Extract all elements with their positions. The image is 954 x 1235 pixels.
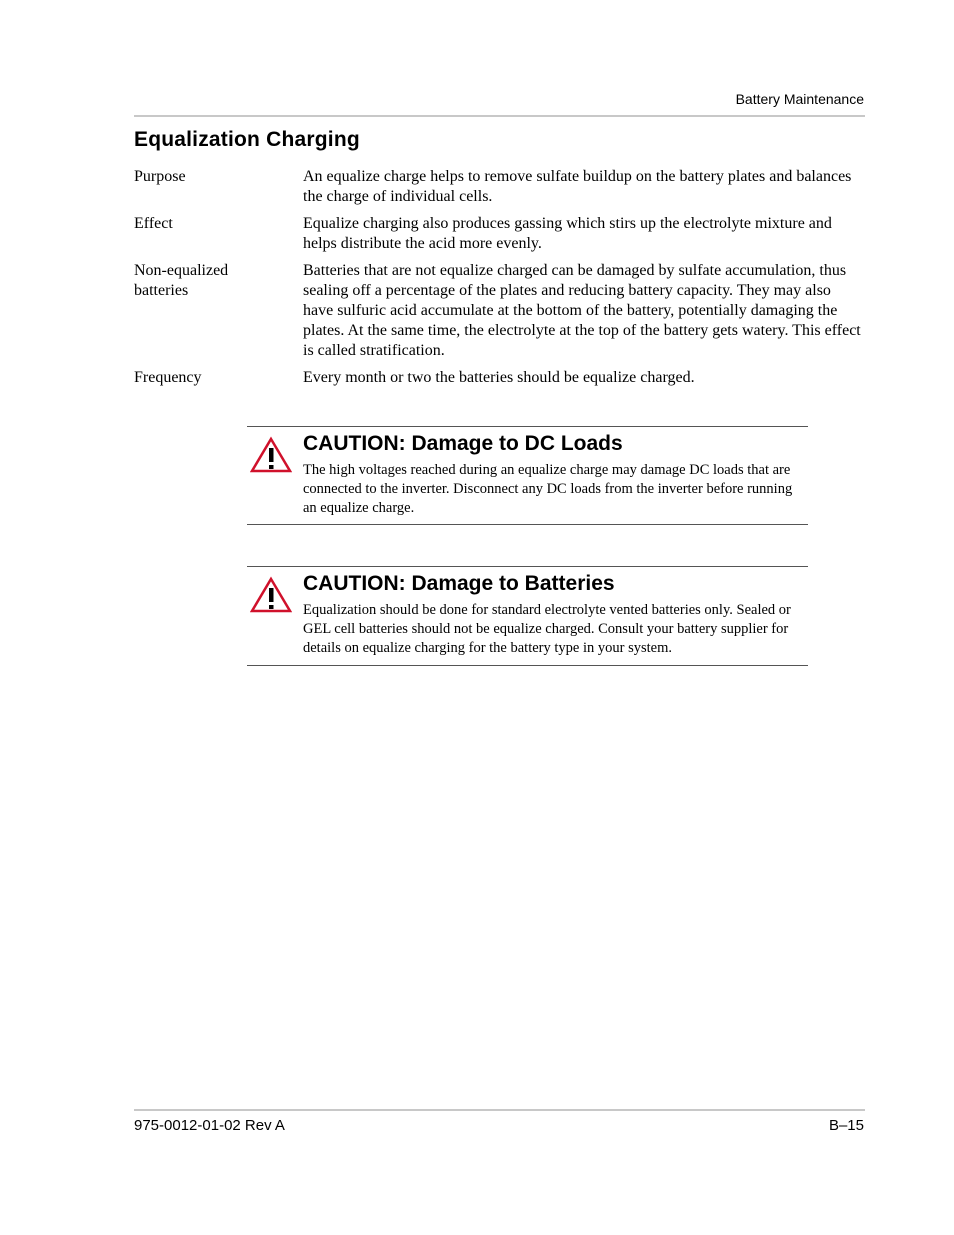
document-number: 975-0012-01-02 Rev A [134,1117,285,1134]
warning-triangle-icon [250,436,292,474]
definition-text: Equalize charging also produces gassing which stirs up the electrolyte mixture and helps distribute the acid more evenly. [303,215,832,252]
definition-term: Purpose [134,168,186,185]
definition-row-frequency [134,368,865,388]
caution-box-dc-loads [247,426,808,525]
warning-triangle-icon [250,576,292,614]
definition-row-non-equalized [134,261,865,361]
definition-text: An equalize charge helps to remove sulfate buildup on the battery plates and balances the charge of individual cells. [303,168,852,205]
definition-row-purpose [134,167,865,207]
caution-title: CAUTION: Damage to Batteries [303,572,615,595]
definition-text: Every month or two the batteries should be equalize charged. [303,369,695,386]
caution-text: Equalization should be done for standard electrolyte vented batteries only. Sealed or GEL cell batteries should not be equalize charged. Consult your battery supplier for details on equalize charging for the battery type in your system. [303,602,791,656]
definition-row-effect [134,214,865,254]
definition-text: Batteries that are not equalize charged can be damaged by sulfate accumulation, thus sealing off a percentage of the plates and reducing battery capacity. They may also have sulfuric acid accumulate at the bottom of the battery, potentially damaging the plates. At the same time, the electrolyte at the top of the battery gets watery. This effect is called stratification. [303,262,861,359]
definition-term: Effect [134,215,173,232]
header-divider [134,115,865,117]
definition-term: Non-equalized batteries [134,262,229,299]
footer-divider [134,1109,865,1111]
definition-term: Frequency [134,369,202,386]
page-number: B–15 [828,1117,864,1134]
running-header: Battery Maintenance [735,91,864,107]
caution-box-batteries [247,566,808,666]
caution-title: CAUTION: Damage to DC Loads [303,432,623,455]
caution-text: The high voltages reached during an equalize charge may damage DC loads that are connected to the inverter. Disconnect any DC loads from the inverter before running an equalize charge. [303,462,793,516]
section-title: Equalization Charging [134,128,360,151]
